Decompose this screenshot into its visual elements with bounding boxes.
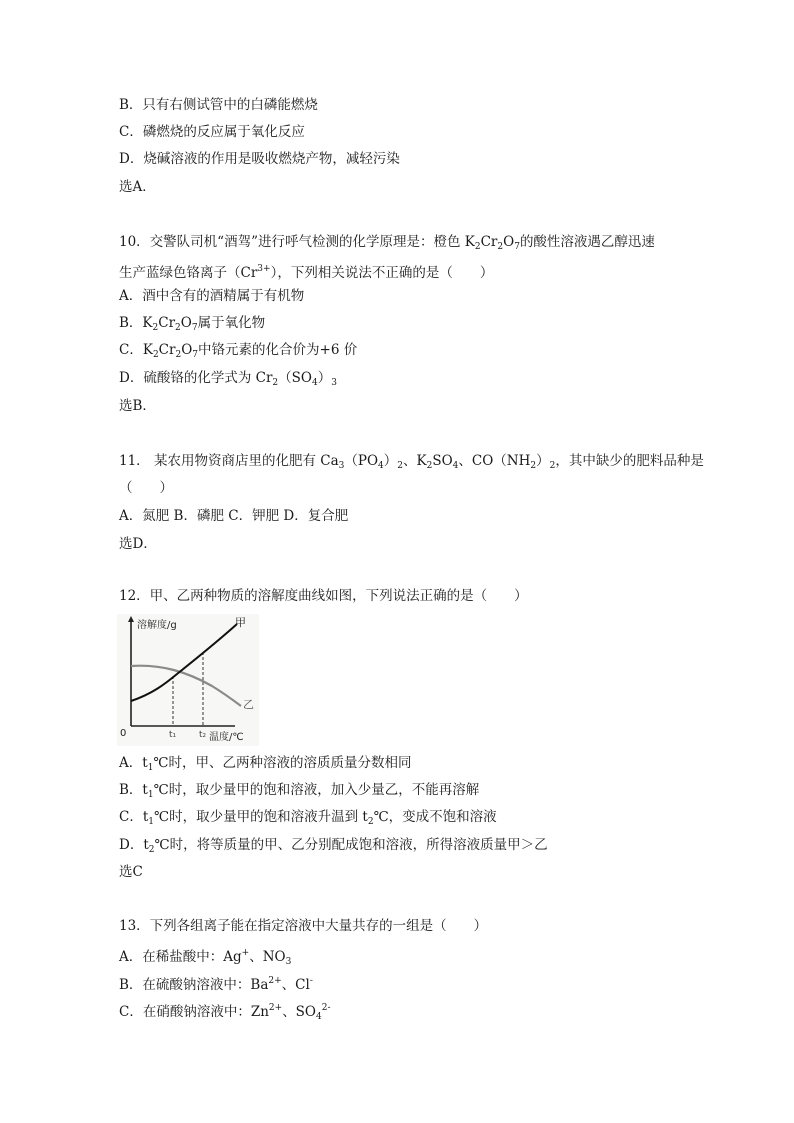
origin-label: 0 [120, 728, 127, 739]
q9-option-d: D．烧碱溶液的作用是吸收燃烧产物，减轻污染 [119, 151, 400, 167]
q12-answer: 选C [119, 864, 143, 880]
q13-option-c: C．在硝酸钠溶液中：$Zn^{2+}$、$SO_4^{2-}$ [119, 1003, 331, 1022]
q13-option-a: A．在稀盐酸中：Ag+、$NO_3$ [119, 948, 292, 967]
label-yi: 乙 [243, 698, 254, 711]
t1-tick-label: t₁ [169, 730, 177, 740]
y-axis-label: 溶解度/g [137, 620, 177, 631]
q13-stem: 13．下列各组离子能在指定溶液中大量共存的一组是（ ） [119, 918, 488, 934]
x-axis-label: 温度/℃ [209, 732, 244, 743]
q12-option-c: C．$t_1℃$时，取少量甲的饱和溶液升温到 $t_2℃$，变成不饱和溶液 [119, 809, 497, 827]
q10-option-a: A．酒中含有的酒精属于有机物 [119, 288, 305, 304]
q10-option-b: B．$K_2Cr_2O_7$属于氧化物 [119, 315, 266, 333]
q12-option-d: D．$t_2℃$时，将等质量的甲、乙分别配成饱和溶液，所得溶液质量甲＞乙 [119, 837, 548, 855]
q13-option-b: B．在硫酸钠溶液中：$Ba^{2+}$、Cl- [119, 976, 313, 993]
q11-stem-line1: 11． 某农用物资商店里的化肥有 $Ca_3(PO_4)_2$、$K_2SO_4$、$CO(NH_2)_2$，其中缺少的肥料品种是 [119, 453, 704, 471]
q10-stem-line1: 10．交警队司机“酒驾”进行呼气检测的化学原理是：橙色 $K_2Cr_2O_7$的酸性溶液遇乙醇迅速 [119, 234, 655, 252]
q11-options: A．氮肥 B．磷肥 C．钾肥 D．复合肥 [119, 508, 349, 524]
q12-stem: 12．甲、乙两种物质的溶解度曲线如图，下列说法正确的是（ ） [119, 588, 528, 604]
solubility-graph [117, 614, 259, 746]
q10-stem-line2: 生产蓝绿色铬离子$(Cr^{3+})$，下列相关说法不正确的是（ ） [119, 264, 494, 281]
q12-option-a: A．$t_1℃$时，甲、乙两种溶液的溶质质量分数相同 [119, 755, 412, 773]
q9-option-c: C．磷燃烧的反应属于氧化反应 [119, 124, 305, 140]
q11-answer: 选D． [119, 536, 157, 552]
q10-answer: 选B． [119, 398, 156, 414]
q10-option-d: D．硫酸铬的化学式为 $Cr_2(SO_4)_3$ [119, 370, 337, 388]
q9-answer: 选A． [119, 179, 156, 195]
t2-tick-label: t₂ [199, 730, 207, 740]
q9-option-b: B．只有右侧试管中的白磷能燃烧 [119, 97, 318, 113]
q12-option-b: B．$t_1℃$时，取少量甲的饱和溶液，加入少量乙，不能再溶解 [119, 782, 480, 800]
label-jia: 甲 [235, 616, 246, 629]
q10-option-c: C．$K_2Cr_2O_7$中铬元素的化合价为+6 价 [119, 342, 358, 360]
q11-stem-line2: （ ） [119, 480, 173, 496]
